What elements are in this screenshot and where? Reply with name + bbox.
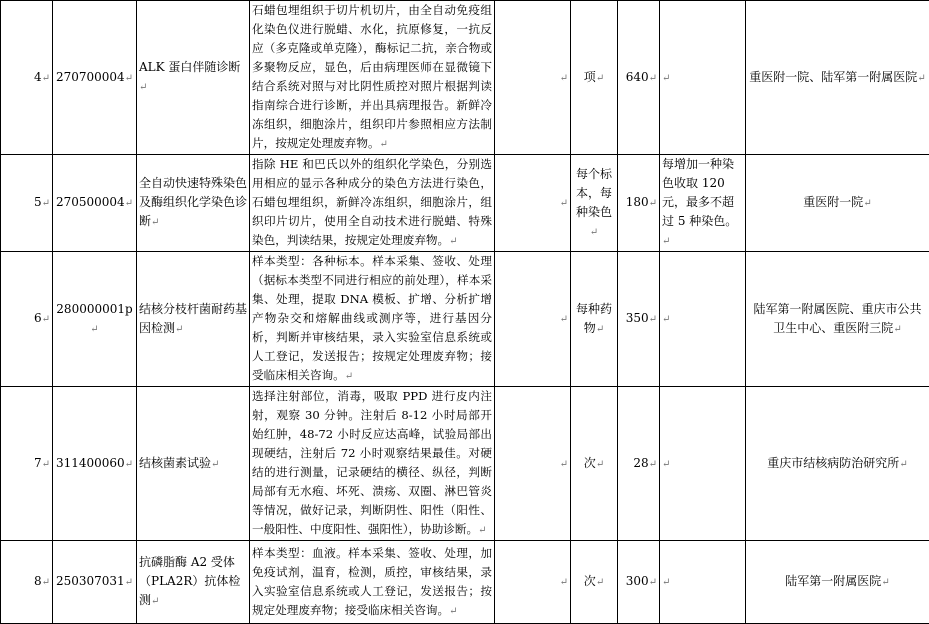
item-content-cell (250, 155, 495, 252)
item-price: 28 (633, 456, 648, 470)
item-content: 指除 HE 和巴氏以外的组织化学染色，分别选用相应的显示各种成分的染色方法进行染色，石蜡包埋组织，新鲜冷冻组织，细胞涂片，组织印片切片，使用全自动技术进行脱蜡、特殊染色，判读结果，按规定处理废弃物。 (252, 157, 492, 247)
item-exclusion-cell (495, 387, 571, 541)
item-price-cell (618, 541, 660, 624)
item-hospital-cell (746, 541, 929, 624)
paragraph-mark-icon: ↵ (560, 73, 568, 84)
item-note-cell (660, 541, 746, 624)
item-exclusion-cell (495, 155, 571, 252)
paragraph-mark-icon: ↵ (662, 236, 670, 247)
item-note: 每增加一种染色收取 120 元，最多不超过 5 种染色。 (662, 157, 737, 228)
paragraph-mark-icon: ↵ (42, 314, 50, 325)
paragraph-mark-icon: ↵ (662, 459, 670, 470)
paragraph-mark-icon: ↵ (596, 459, 604, 470)
item-content-cell (250, 387, 495, 541)
paragraph-mark-icon: ↵ (42, 73, 50, 84)
paragraph-mark-icon: ↵ (42, 459, 50, 470)
paragraph-mark-icon: ↵ (649, 459, 657, 470)
item-hospital: 重庆市结核病防治研究所 (767, 456, 899, 470)
paragraph-mark-icon: ↵ (125, 459, 133, 470)
item-unit: 每个标本，每种染色 (576, 167, 612, 219)
item-hospital-cell (746, 252, 929, 387)
item-code-cell (53, 387, 137, 541)
item-code: 270700004 (56, 70, 125, 84)
item-unit-cell (571, 1, 618, 155)
paragraph-mark-icon: ↵ (917, 73, 925, 84)
paragraph-mark-icon: ↵ (478, 525, 486, 536)
table-row (1, 541, 929, 624)
paragraph-mark-icon: ↵ (881, 577, 889, 588)
paragraph-mark-icon: ↵ (899, 459, 907, 470)
row-seq-number-cell (1, 1, 53, 155)
item-code: 250307031 (56, 574, 125, 588)
item-name-cell (137, 252, 250, 387)
item-note-cell (660, 1, 746, 155)
item-content-cell (250, 541, 495, 624)
table-body (1, 1, 929, 624)
paragraph-mark-icon: ↵ (560, 314, 568, 325)
item-price: 640 (626, 70, 649, 84)
row-seq-number: 4 (34, 70, 42, 84)
item-note-cell (660, 155, 746, 252)
paragraph-mark-icon: ↵ (345, 371, 353, 382)
item-unit-cell (571, 252, 618, 387)
paragraph-mark-icon: ↵ (42, 198, 50, 209)
paragraph-mark-icon: ↵ (560, 198, 568, 209)
paragraph-mark-icon: ↵ (449, 606, 457, 617)
item-price: 350 (626, 311, 649, 325)
item-name-cell (137, 387, 250, 541)
paragraph-mark-icon: ↵ (151, 596, 159, 607)
item-code-cell (53, 1, 137, 155)
row-seq-number: 7 (34, 456, 42, 470)
item-price: 180 (626, 195, 649, 209)
item-unit-cell (571, 387, 618, 541)
item-content: 选择注射部位，消毒，吸取 PPD 进行皮内注射，观察 30 分钟。注射后 8-12 小时局部开始红肿，48-72 小时反应达高峰，试验局部出现硬结，注射后 72 小时观察结果最佳。对硬结的进行测量，记录硬结的横径、纵径，判断局部有无水疱、坏死、溃疡、双圈、淋巴管炎等情况，做好记录，判断阴性、阳性（阳性、一般阳性、中度阳性、强阳性），协助诊断。 (252, 389, 492, 536)
item-price-cell (618, 155, 660, 252)
item-name: 抗磷脂酶 A2 受体（PLA2R）抗体检测 (139, 555, 240, 607)
item-hospital: 重医附一院 (803, 195, 863, 209)
item-exclusion-cell (495, 252, 571, 387)
paragraph-mark-icon: ↵ (596, 73, 604, 84)
paragraph-mark-icon: ↵ (893, 324, 901, 335)
paragraph-mark-icon: ↵ (175, 324, 183, 335)
table-row (1, 155, 929, 252)
item-name-cell (137, 155, 250, 252)
paragraph-mark-icon: ↵ (596, 324, 604, 335)
item-code-cell (53, 252, 137, 387)
item-price-cell (618, 1, 660, 155)
item-hospital-cell (746, 387, 929, 541)
item-hospital-cell (746, 155, 929, 252)
item-name: 结核菌素试验 (139, 456, 211, 470)
paragraph-mark-icon: ↵ (125, 577, 133, 588)
table-row (1, 1, 929, 155)
row-seq-number: 8 (34, 574, 42, 588)
paragraph-mark-icon: ↵ (662, 314, 670, 325)
item-unit-cell (571, 541, 618, 624)
item-content: 样本类型：各种标本。样本采集、签收、处理（据标本类型不同进行相应的前处理），样本采集、处理，提取 DNA 模板、扩增、分析扩增产物杂交和熔解曲线或测序等，进行基因分析，判断并审核结果，录入实验室信息系统或人工登记，发送报告；按规定处理废弃物；接受临床相关咨询。 (252, 254, 492, 382)
item-name: 全自动快速特殊染色及酶组织化学染色诊断 (139, 176, 247, 228)
item-name-cell (137, 541, 250, 624)
paragraph-mark-icon: ↵ (649, 577, 657, 588)
item-note-cell (660, 387, 746, 541)
item-hospital: 陆军第一附属医院、重庆市公共卫生中心、重医附三院 (753, 302, 921, 335)
paragraph-mark-icon: ↵ (662, 577, 670, 588)
item-unit: 每种药物 (576, 302, 612, 335)
item-code: 270500004 (56, 195, 125, 209)
item-exclusion-cell (495, 541, 571, 624)
item-content-cell (250, 252, 495, 387)
paragraph-mark-icon: ↵ (590, 227, 598, 238)
item-code: 311400060 (56, 456, 125, 470)
paragraph-mark-icon: ↵ (90, 324, 98, 335)
row-seq-number: 6 (34, 311, 42, 325)
item-price: 300 (626, 574, 649, 588)
item-price-cell (618, 387, 660, 541)
paragraph-mark-icon: ↵ (151, 217, 159, 228)
row-seq-number-cell (1, 541, 53, 624)
row-seq-number-cell (1, 252, 53, 387)
item-name: 结核分枝杆菌耐药基因检测 (139, 302, 247, 335)
paragraph-mark-icon: ↵ (211, 459, 219, 470)
paragraph-mark-icon: ↵ (649, 314, 657, 325)
item-name: ALK 蛋白伴随诊断 (139, 60, 240, 74)
item-hospital-cell (746, 1, 929, 155)
paragraph-mark-icon: ↵ (560, 459, 568, 470)
item-price-cell (618, 252, 660, 387)
item-note-cell (660, 252, 746, 387)
item-unit: 项 (584, 70, 596, 84)
item-content: 石蜡包埋组织于切片机切片，由全自动免疫组化染色仪进行脱蜡、水化，抗原修复，一抗反应（多克隆或单克隆），酶标记二抗，亲合物或多聚物反应，显色，后由病理医师在显微镜下结合系统对照与对比阴性质控对照片根据判读指南综合进行诊断，并出具病理报告。新鲜冷冻组织，细胞涂片，组织印片参照相应方法制片，按规定处理废弃物。 (252, 3, 492, 150)
item-code-cell (53, 541, 137, 624)
item-hospital: 重医附一院、陆军第一附属医院 (749, 70, 917, 84)
item-code: 280000001p (56, 302, 132, 316)
row-seq-number-cell (1, 387, 53, 541)
item-name-cell (137, 1, 250, 155)
table-row (1, 387, 929, 541)
paragraph-mark-icon: ↵ (380, 139, 388, 150)
paragraph-mark-icon: ↵ (560, 577, 568, 588)
paragraph-mark-icon: ↵ (42, 577, 50, 588)
item-unit: 次 (584, 574, 596, 588)
paragraph-mark-icon: ↵ (139, 82, 147, 93)
paragraph-mark-icon: ↵ (649, 73, 657, 84)
item-code-cell (53, 155, 137, 252)
paragraph-mark-icon: ↵ (449, 236, 457, 247)
row-seq-number-cell (1, 155, 53, 252)
item-exclusion-cell (495, 1, 571, 155)
table-row (1, 252, 929, 387)
paragraph-mark-icon: ↵ (662, 73, 670, 84)
paragraph-mark-icon: ↵ (125, 198, 133, 209)
item-content: 样本类型：血液。样本采集、签收、处理，加免疫试剂，温育，检测，质控，审核结果，录入实验室信息系统或人工登记，发送报告；按规定处理废弃物；接受临床相关咨询。 (252, 546, 492, 617)
item-hospital: 陆军第一附属医院 (785, 574, 881, 588)
item-content-cell (250, 1, 495, 155)
paragraph-mark-icon: ↵ (863, 198, 871, 209)
row-seq-number: 5 (34, 195, 42, 209)
item-unit: 次 (584, 456, 596, 470)
item-unit-cell (571, 155, 618, 252)
paragraph-mark-icon: ↵ (649, 198, 657, 209)
paragraph-mark-icon: ↵ (125, 73, 133, 84)
paragraph-mark-icon: ↵ (596, 577, 604, 588)
